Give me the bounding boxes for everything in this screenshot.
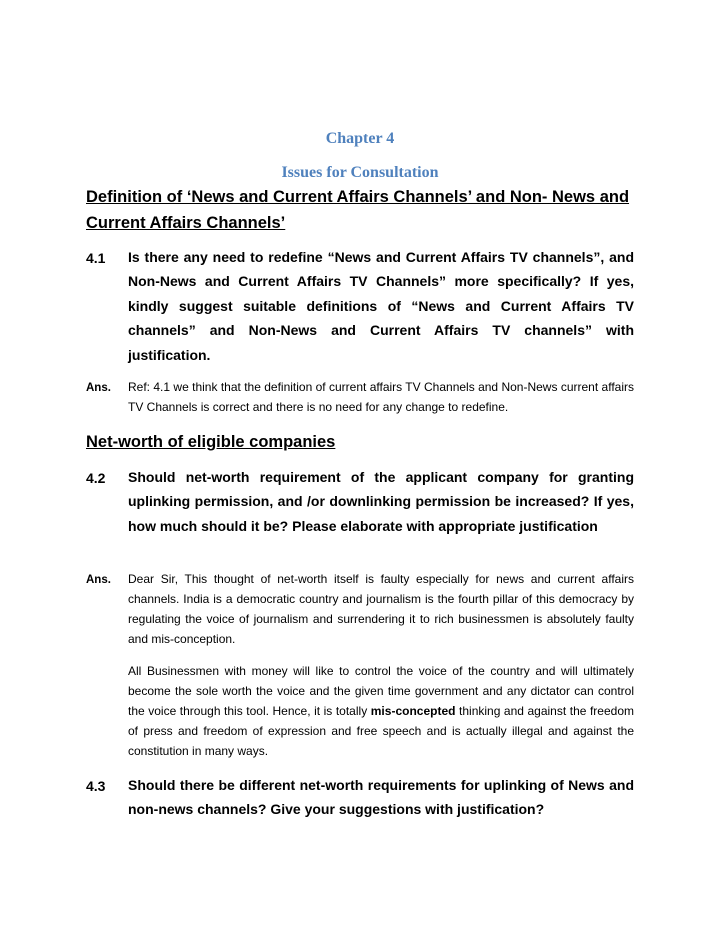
answer-label-4-1: Ans. bbox=[86, 382, 111, 394]
chapter-subtitle: Issues for Consultation bbox=[281, 164, 439, 181]
section-heading-definition: Definition of ‘News and Current Affairs Channels’ and Non- News and Current Affairs Channels’ bbox=[86, 188, 630, 232]
answer-text-4-1: Ref: 4.1 we think that the definition of current affairs TV Channels and Non-News current affairs TV Channels is correct and there is no need for any change to redefine. bbox=[128, 380, 634, 414]
chapter-title: Chapter 4 bbox=[325, 130, 395, 147]
question-number-4-3: 4.3 bbox=[86, 778, 106, 794]
question-number-4-2: 4.2 bbox=[86, 470, 106, 486]
section-heading-net-worth: Net-worth of eligible companies bbox=[86, 433, 336, 451]
question-text-4-3: Should there be different net-worth requirements for uplinking of News and non-news channels? Give your suggestions with justification? bbox=[128, 777, 634, 818]
answer-paragraph-1-4-2: Dear Sir, This thought of net-worth itself is faulty especially for news and current affairs channels. India is a democratic country and journalism is the fourth pillar of this democracy by regulating the voice of journalism and surrendering it to rich businessmen is absolutely faulty and mis-conception. bbox=[128, 572, 634, 646]
question-text-4-2: Should net-worth requirement of the applicant company for granting uplinking permission, and /or downlinking permission be increased? If yes, how much should it be? Please elaborate with appropriate justification bbox=[128, 469, 634, 534]
question-text-4-1: Is there any need to redefine “News and Current Affairs TV channels”, and Non-News and Current Affairs TV Channels” more specifically? If yes, kindly suggest suitable definitions of “News and Current Affairs TV channels” and Non-News and Current Affairs TV channels” with justification. bbox=[128, 249, 634, 363]
question-number-4-1: 4.1 bbox=[86, 250, 106, 266]
answer-label-4-2: Ans. bbox=[86, 574, 111, 586]
answer-paragraph-2-bold: mis-concepted bbox=[370, 704, 456, 718]
answer-paragraph-2-4-2 bbox=[128, 661, 634, 761]
answer-paragraph-2-part-b: thinking and against the freedom of press and freedom of expression and free speech and is actually illegal and against the constitution in many ways. bbox=[128, 704, 634, 758]
answer-paragraph-2-part-a: All Businessmen with money will like to control the voice of the country and will ultimately become the sole worth the voice and the given time government and any dictator can control the voice through this tool. Hence, it is totally bbox=[128, 664, 634, 718]
